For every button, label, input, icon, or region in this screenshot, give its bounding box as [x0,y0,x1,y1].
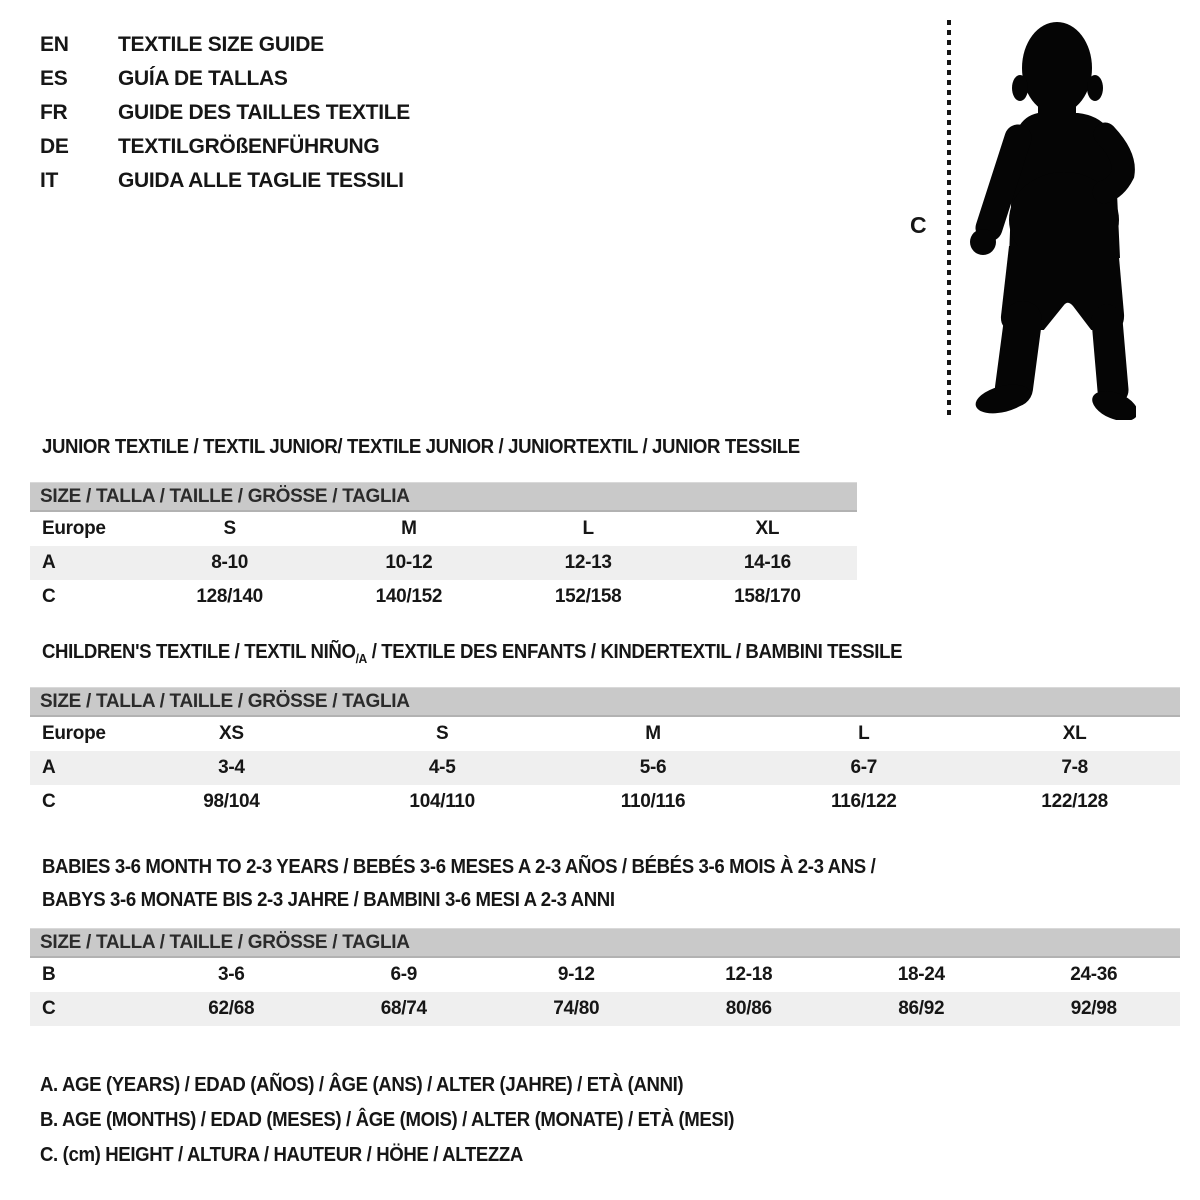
cell-value: 62/68 [145,992,318,1026]
language-row-en [40,28,410,62]
row-label: A [30,546,140,580]
guide-title: TEXTILGRÖßENFÜHRUNG [118,135,380,158]
size-band: SIZE / TALLA / TAILLE / GRÖSSE / TAGLIA [30,482,857,512]
cell-value: 18-24 [897,964,945,985]
guide-title: TEXTILE SIZE GUIDE [118,33,324,56]
language-row-it [40,164,410,198]
cell-value: 74/80 [490,992,663,1026]
cell-value: 10-12 [319,546,498,580]
cell-value: 140/152 [375,586,443,607]
legend-item-a: A. AGE (YEARS) / EDAD (AÑOS) / ÂGE (ANS) / ALTER (JAHRE) / ETÀ (ANNI) [40,1074,684,1096]
cell-value: 3-6 [217,964,245,985]
size-column-header: XL [1062,723,1087,744]
size-column-header: XS [219,723,244,744]
cell-value: 8-10 [140,546,319,580]
section-title [42,641,1100,666]
legend-item-c: C. (cm) HEIGHT / ALTURA / HAUTEUR / HÖHE / ALTEZZA [40,1144,523,1166]
size-column-header: XL [755,518,780,539]
cell-value: 4-5 [337,751,548,785]
cell-value: 104/110 [409,791,475,812]
section-title-rest: / TEXTILE DES ENFANTS / KINDERTEXTIL / BAMBINI TESSILE [366,641,903,663]
size-band: SIZE / TALLA / TAILLE / GRÖSSE / TAGLIA [30,928,1180,958]
language-row-fr [40,96,410,130]
size-column-header: S [223,518,236,539]
table-header-row [30,512,857,546]
language-code: EN [40,33,69,56]
size-column-header: L [582,518,594,539]
cell-value: 116/122 [831,791,897,812]
legend [40,1068,786,1173]
row-label: A [30,751,126,785]
babies-size-table [30,958,1180,1026]
table-header-row [30,717,1180,751]
table-row-age-years [30,751,1180,785]
language-code: IT [40,169,59,192]
section-title-line1: BABIES 3-6 MONTH TO 2-3 YEARS / BEBÉS 3-6 MESES A 2-3 AÑOS / BÉBÉS 3-6 MOIS À 2-3 ANS / [42,856,876,878]
cell-value: 68/74 [318,992,491,1026]
cell-value: 3-4 [126,751,337,785]
guide-title: GUIDA ALLE TAGLIE TESSILI [118,169,404,192]
size-column-header: S [436,723,449,744]
cell-value: 80/86 [663,992,836,1026]
section-childrens-textile [30,641,1180,819]
cell-value: 5-6 [548,751,759,785]
section-title-line2: BABYS 3-6 MONATE BIS 2-3 JAHRE / BAMBINI 3-6 MESI A 2-3 ANNI [42,889,615,911]
region-label: Europe [42,723,106,744]
language-code: FR [40,101,68,124]
cell-value: 12-18 [725,964,773,985]
row-label: C [42,791,56,812]
language-row-de [40,130,410,164]
section-title [42,851,1180,917]
row-label: B [42,964,56,985]
section-title: JUNIOR TEXTILE / TEXTIL JUNIOR/ TEXTILE JUNIOR / JUNIORTEXTIL / JUNIOR TESSILE [42,436,800,458]
cell-value: 14-16 [678,546,857,580]
cell-value: 6-7 [758,751,969,785]
toddler-silhouette-icon [966,18,1136,420]
language-code: ES [40,67,68,90]
height-measure-label: C [910,212,927,238]
section-junior-textile [30,436,857,614]
language-row-es [40,62,410,96]
section-title-subscript: /A [355,651,367,666]
size-column-header: M [401,518,417,539]
cell-value: 9-12 [557,964,595,985]
language-title-list [40,28,410,198]
row-label: C [42,586,56,607]
cell-value: 122/128 [1041,791,1108,812]
guide-title: GUÍA DE TALLAS [118,67,288,90]
children-size-table [30,717,1180,819]
size-column-header: M [645,723,661,744]
region-label: Europe [42,518,106,539]
cell-value: 12-13 [499,546,678,580]
table-row-height-cm [30,992,1180,1026]
cell-value: 152/158 [554,586,622,607]
cell-value: 24-36 [1070,964,1118,985]
cell-value: 6-9 [390,964,418,985]
table-row-height-cm [30,785,1180,819]
junior-size-table [30,512,857,614]
table-row-age-months [30,958,1180,992]
size-column-header: L [858,723,870,744]
cell-value: 98/104 [203,791,260,812]
cell-value: 158/170 [734,586,801,607]
cell-value: 128/140 [196,586,263,607]
cell-value: 7-8 [969,751,1180,785]
section-babies-textile [30,851,1180,1026]
table-row-age-years [30,546,857,580]
language-code: DE [40,135,69,158]
cell-value: 86/92 [835,992,1008,1026]
guide-title: GUIDE DES TAILLES TEXTILE [118,101,410,124]
row-label: C [30,992,145,1026]
cell-value: 110/116 [620,791,686,812]
size-band: SIZE / TALLA / TAILLE / GRÖSSE / TAGLIA [30,687,1180,717]
cell-value: 92/98 [1008,992,1181,1026]
height-measure-dashed-line [947,20,951,416]
legend-item-b: B. AGE (MONTHS) / EDAD (MESES) / ÂGE (MOIS) / ALTER (MONATE) / ETÀ (MESI) [40,1109,735,1131]
section-title-main: CHILDREN'S TEXTILE / TEXTIL NIÑO [42,641,356,663]
table-row-height-cm [30,580,857,614]
